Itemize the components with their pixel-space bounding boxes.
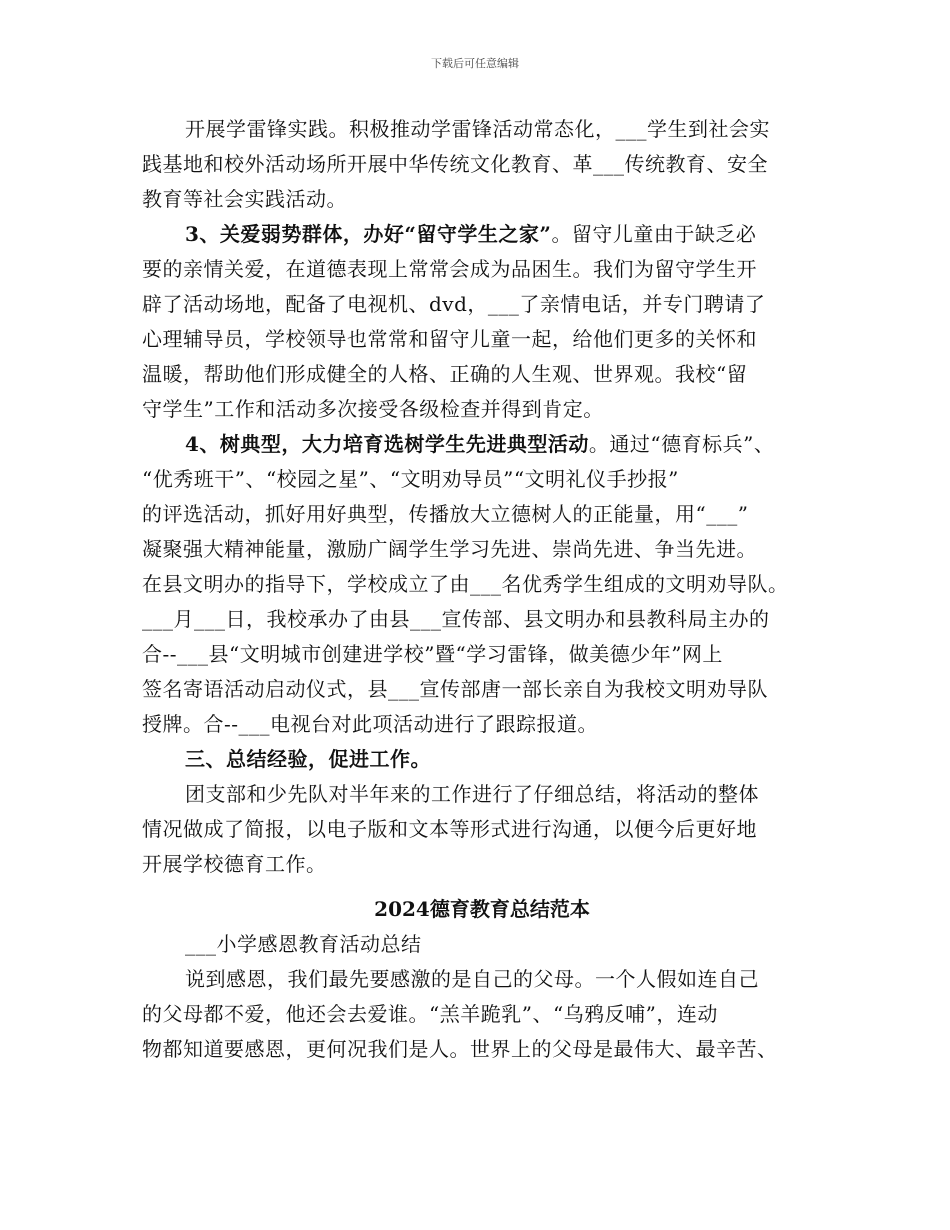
paragraph-line: 团支部和少先队对半年来的工作进行了仔细总结，将活动的整体 xyxy=(185,782,759,806)
paragraph-line: 授牌。合--___电视台对此项活动进行了跟踪报道。 xyxy=(142,712,599,736)
paragraph-line: ___月___日，我校承办了由县___宣传部、县文明办和县教科局主办的 xyxy=(142,607,770,631)
paragraph-line: 说到感恩，我们最先要感激的是自己的父母。一个人假如连自己 xyxy=(185,967,759,991)
subtitle-line: ___小学感恩教育活动总结 xyxy=(185,932,422,956)
paragraph-line: 要的亲情关爱，在道德表现上常常会成为品困生。我们为留守学生开 xyxy=(142,257,757,281)
paragraph-text: 。通过“德育标兵”、 xyxy=(588,432,775,456)
paragraph-line xyxy=(142,217,822,252)
paragraph-line: 温暖，帮助他们形成健全的人格、正确的人生观、世界观。我校“留 xyxy=(142,362,748,386)
paragraph-line: 辟了活动场地，配备了电视机、dvd，___了亲情电话，并专门聘请了 xyxy=(142,292,766,316)
document-body xyxy=(142,112,822,1067)
paragraph-line: 凝聚强大精神能量，激励广阔学生学习先进、崇尚先进、争当先进。 xyxy=(142,537,757,561)
paragraph-line: “优秀班干”、“校园之星”、“文明劝导员”“文明礼仪手抄报” xyxy=(142,467,679,491)
paragraph-line: 教育等社会实践活动。 xyxy=(142,187,347,211)
paragraph-line: 合--___县“文明城市创建进学校”暨“学习雷锋，做美德少年”网上 xyxy=(142,642,723,666)
document-title: 2024德育教育总结范本 xyxy=(374,897,590,921)
paragraph-line: 签名寄语活动启动仪式，县___宣传部唐一部长亲自为我校文明劝导队 xyxy=(142,677,768,701)
section-heading: 三、总结经验，促进工作。 xyxy=(185,747,431,771)
paragraph-text: 。留守儿童由于缺乏必 xyxy=(551,222,757,246)
paragraph-line: 践基地和校外活动场所开展中华传统文化教育、革___传统教育、安全 xyxy=(142,152,768,176)
paragraph-line: 的评选活动，抓好用好典型，传播放大立德树人的正能量，用“___” xyxy=(142,502,749,526)
paragraph-line: 守学生”工作和活动多次接受各级检查并得到肯定。 xyxy=(142,397,604,421)
page-header: 下载后可任意编辑 xyxy=(431,57,519,70)
paragraph-line xyxy=(142,427,822,462)
section-heading: 4、树典型，大力培育选树学生先进典型活动 xyxy=(185,432,589,456)
paragraph-line: 开展学雷锋实践。积极推动学雷锋活动常态化，___学生到社会实 xyxy=(185,117,770,141)
paragraph-line: 情况做成了简报，以电子版和文本等形式进行沟通，以便今后更好地 xyxy=(142,817,757,841)
paragraph-line: 的父母都不爱，他还会去爱谁。“羔羊跪乳”、“乌鸦反哺”，连动 xyxy=(142,1002,718,1026)
paragraph-line: 心理辅导员，学校领导也常常和留守儿童一起，给他们更多的关怀和 xyxy=(142,327,757,351)
paragraph-line: 开展学校德育工作。 xyxy=(142,852,327,876)
paragraph-line: 在县文明办的指导下，学校成立了由___名优秀学生组成的文明劝导队。 xyxy=(142,572,789,596)
paragraph-line: 物都知道要感恩，更何况我们是人。世界上的父母是最伟大、最辛苦、 xyxy=(142,1037,778,1061)
section-heading: 3、关爱弱势群体，办好“留守学生之家” xyxy=(185,222,552,246)
